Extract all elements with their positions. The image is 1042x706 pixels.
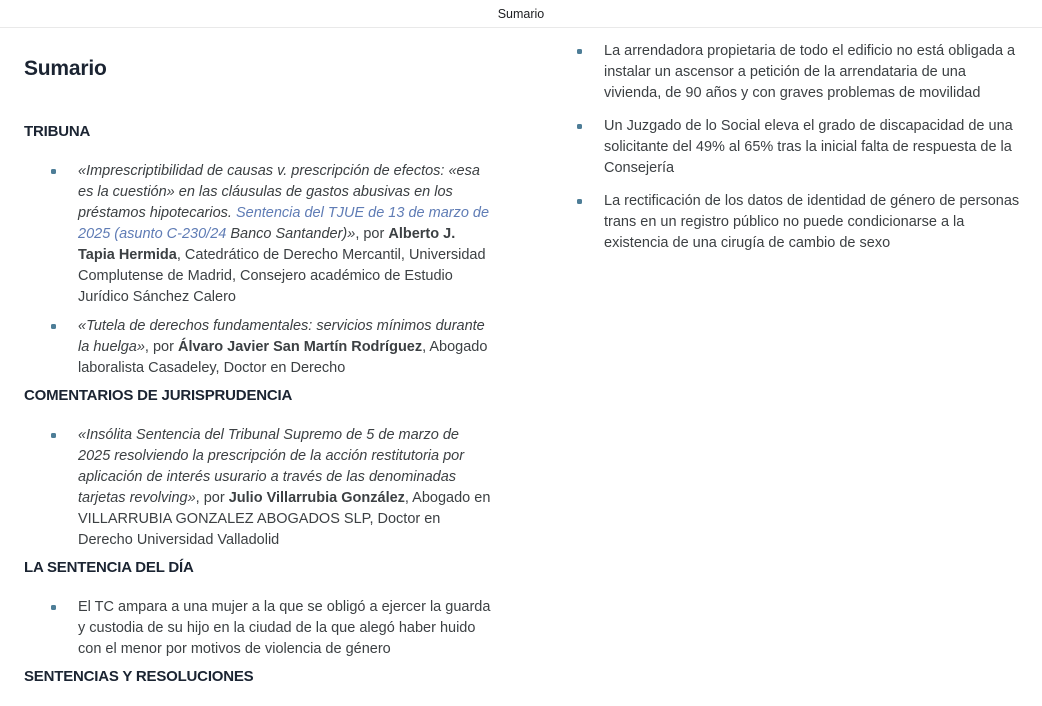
text-segment: Banco Santander)»: [226, 226, 356, 242]
right-column: [550, 41, 1020, 266]
bullet-list-right: [550, 41, 1020, 254]
text-segment: Julio Villarrubia González: [228, 490, 405, 506]
bullet-icon: [51, 169, 56, 174]
section-heading-comentarios: COMENTARIOS DE JURISPRUDENCIA: [24, 387, 293, 404]
list-item: [550, 41, 1020, 104]
item-text: Un Juzgado de lo Social eleva el grado de discapacidad de una solicitante del 49% al 65% tras la inicial falta de respuesta de la Consejería: [604, 118, 1013, 176]
page-title: Sumario: [24, 57, 107, 80]
bullet-list-comentarios: [24, 425, 494, 551]
bullet-icon: [577, 199, 582, 204]
text-segment: , Catedrático de Derecho Mercantil, Universidad Complutense de Madrid, Consejero académico de Estudio Jurídico Sánchez Calero: [78, 247, 486, 305]
list-item: [24, 161, 494, 308]
section-heading-tribuna: TRIBUNA: [24, 123, 91, 140]
topbar: [0, 0, 1042, 28]
text-segment: , por: [144, 339, 178, 355]
section-heading-sentencia-del-dia: LA SENTENCIA DEL DÍA: [24, 559, 194, 576]
text-segment: , Abogado en VILLARRUBIA GONZALEZ ABOGADOS SLP, Doctor en Derecho Universidad Valladolid: [78, 490, 491, 548]
inline-link[interactable]: Sentencia del TJUE de 13 de marzo de 2025 (asunto C-230/24: [78, 205, 490, 242]
text-segment: Álvaro Javier San Martín Rodríguez: [177, 339, 423, 355]
section-heading-sentencias-resoluciones: SENTENCIAS Y RESOLUCIONES: [24, 668, 254, 685]
bullet-icon: [51, 605, 56, 610]
bullet-list-sentencia-del-dia: [24, 597, 494, 660]
bullet-icon: [51, 324, 56, 329]
item-text: La arrendadora propietaria de todo el edificio no está obligada a instalar un ascensor a petición de la arrendataria de una vivienda, de 90 años y con graves problemas de movilidad: [604, 43, 1016, 101]
item-text: [78, 163, 489, 305]
bullet-icon: [51, 433, 56, 438]
text-segment: , por: [195, 490, 229, 506]
item-text: [78, 318, 487, 376]
bullet-list-tribuna: [24, 161, 494, 379]
left-column: [24, 56, 494, 706]
item-text: [78, 599, 490, 657]
list-item: [550, 116, 1020, 179]
text-segment: «Imprescriptibilidad de causas v. prescripción de efectos: «esa es la cuestión» en las cláusulas de gastos abusivas en los préstamos hipotecarios.: [78, 163, 480, 221]
bullet-icon: [577, 49, 582, 54]
topbar-title: Sumario: [497, 6, 545, 21]
text-segment: El TC ampara a una mujer a la que se obligó a ejercer la guarda y custodia de su hijo en la ciudad de la que alegó haber huido con el menor por motivos de violencia de género: [78, 599, 491, 657]
bullet-icon: [577, 124, 582, 129]
text-segment: Alberto J. Tapia Hermida: [78, 226, 456, 263]
text-segment: «Tutela de derechos fundamentales: servicios mínimos durante la huelga»: [78, 318, 485, 355]
list-item: [550, 191, 1020, 254]
text-segment: , Abogado laboralista Casadeley, Doctor en Derecho: [78, 339, 488, 376]
list-item: [24, 597, 494, 660]
item-text: [78, 427, 490, 548]
list-item: [24, 316, 494, 379]
text-segment: «Insólita Sentencia del Tribunal Supremo de 5 de marzo de 2025 resolviendo la prescripción de la acción restitutoria por aplicación de interés usurario a través de las denominadas tarjetas revolving»: [78, 427, 465, 506]
text-segment: , por: [355, 226, 389, 242]
list-item: [24, 425, 494, 551]
item-text: La rectificación de los datos de identidad de género de personas trans en un registro público no puede condicionarse a la existencia de una cirugía de cambio de sexo: [604, 193, 1020, 251]
